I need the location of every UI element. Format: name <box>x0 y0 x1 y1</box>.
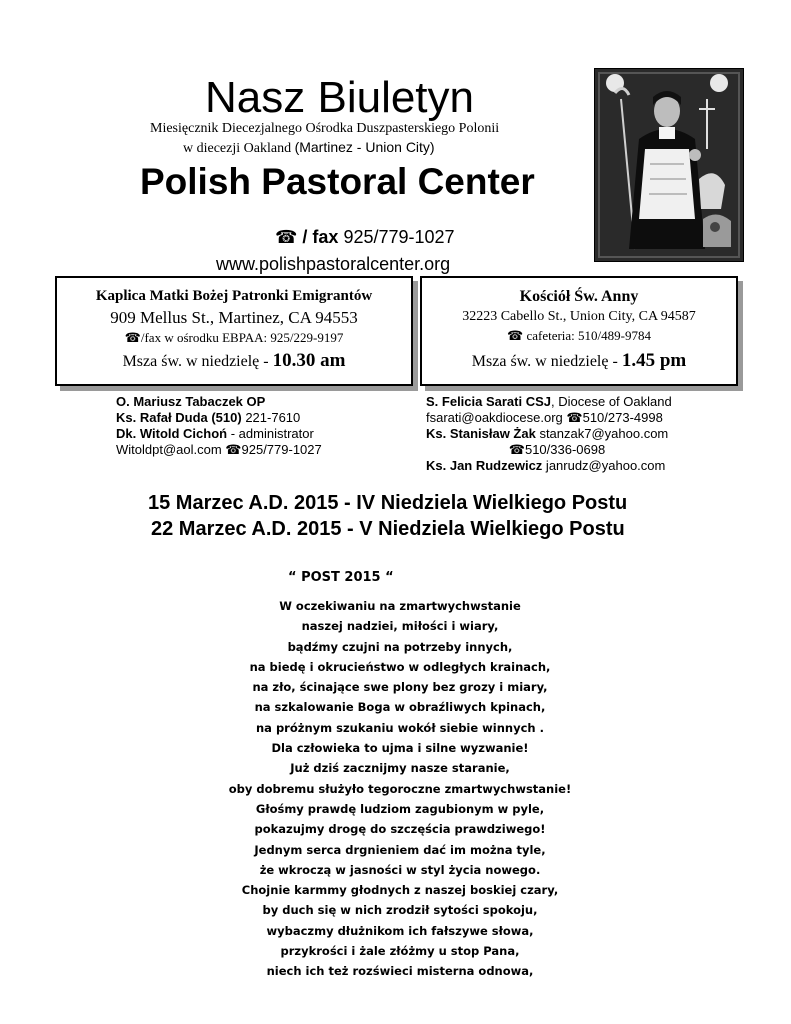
contact-item <box>426 426 688 442</box>
church-phone <box>422 328 736 344</box>
poem-line: oby dobremu służyło tegoroczne zmartwychwstanie! <box>228 781 572 796</box>
poem-line: pokazujmy drogę do szczęścia prawdziwego! <box>254 822 546 837</box>
chapel-address: 909 Mellus St., Martinez, CA 94553 <box>110 308 358 327</box>
poem-line: przykrości i żale złóżmy u stop Pana, <box>280 944 520 959</box>
phone-icon: ☎ <box>124 330 141 345</box>
poem-line: że wkroczą w jasności w styl życia nowego. <box>259 862 541 877</box>
chapel-phone-number: /fax w ośrodku EBPAA: 925/229-9197 <box>140 330 344 345</box>
chapel-name: Kaplica Matki Bożej Patronki Emigrantów <box>95 288 373 304</box>
contact-item <box>426 442 688 458</box>
contact-item <box>426 394 688 410</box>
poem-line: na szkalowanie Boga w obraźliwych kpinach, <box>254 700 546 715</box>
church-name: Kościół Św. Anny <box>519 288 639 305</box>
poem-line: niech ich też rozświeci misterna odnowa, <box>266 964 534 979</box>
portrait-illustration <box>595 69 743 261</box>
chapel-info-box <box>55 276 413 386</box>
poem-line: Chojnie karmmy głodnych z naszej boskiej czary, <box>241 883 559 898</box>
church-phone-number: cafeteria: 510/489-9784 <box>523 328 651 343</box>
poem-line: by duch się w nich zrodził sytości spokoju, <box>262 903 538 918</box>
church-mass-time <box>422 350 736 372</box>
phone-icon: ☎ <box>275 227 298 247</box>
bulletin-title: Nasz Biuletyn <box>205 73 475 122</box>
contact-phone: 510/336-0698 <box>524 442 606 457</box>
poem-body <box>100 596 700 982</box>
poem-line: na biedę i okrucieństwo w odległych krainach, <box>249 659 551 674</box>
mass-time: 10.30 am <box>272 350 346 371</box>
contact-email[interactable]: fsarati@oakdiocese.org <box>426 410 567 425</box>
poem-line: na próżnym szukaniu wokół siebie winnych . <box>256 720 544 735</box>
poem-line: Jednym serca drgnieniem dać im można tyle, <box>254 842 546 857</box>
phone-icon: ☎ <box>225 442 242 457</box>
chapel-phone <box>57 330 411 346</box>
poem-line: Dla człowieka to ujma i silne wyzwanie! <box>271 741 529 756</box>
poem-line: Już dziś zacznijmy nasze staranie, <box>290 761 510 776</box>
poem-line: bądźmy czujni na potrzeby innych, <box>287 639 513 654</box>
contact-item <box>116 426 322 442</box>
contact-item <box>116 394 322 410</box>
poem-line: W oczekiwaniu na zmartwychwstanie <box>279 599 521 613</box>
contact-email[interactable]: stanzak7@yahoo.com <box>535 426 669 441</box>
fax-line <box>275 226 455 248</box>
contact-role: - administrator <box>227 426 314 441</box>
contact-item <box>426 458 688 474</box>
date-line: 22 Marzec A.D. 2015 - V Niedziela Wielkiego Postu <box>151 518 625 540</box>
poem-line: na zło, ścinające swe plony bez grozy i miary, <box>252 680 548 695</box>
website-link[interactable]: www.polishpastoralcenter.org <box>216 254 451 274</box>
date-line: 15 Marzec A.D. 2015 - IV Niedziela Wielkiego Postu <box>148 492 628 514</box>
contact-item <box>116 442 322 458</box>
mass-time: 1.45 pm <box>621 350 687 371</box>
poem-line: Głośmy prawdę ludziom zagubionym w pyle, <box>255 801 545 816</box>
poem-title: “ POST 2015 “ <box>288 570 394 585</box>
contact-phone: 510/273-4998 <box>582 410 663 425</box>
bulletin-subtitle-diocese <box>183 139 435 157</box>
contact-name: Ks. Stanisław Żak <box>426 426 536 441</box>
diocese-text: w diecezji Oakland <box>183 141 295 156</box>
phone-icon: ☎ <box>507 328 524 343</box>
diocese-location: (Martinez - Union City) <box>294 139 435 155</box>
phone-icon: ☎ <box>566 410 583 425</box>
contacts-left <box>116 394 322 458</box>
contact-email[interactable]: Witoldpt@aol.com <box>116 442 226 457</box>
center-name: Polish Pastoral Center <box>140 161 535 202</box>
phone-icon: ☎ <box>508 442 525 457</box>
contact-name: Dk. Witold Cichoń <box>116 426 228 441</box>
contact-name: O. Mariusz Tabaczek OP <box>116 394 266 409</box>
contact-item <box>426 410 688 426</box>
contact-name: Ks. Jan Rudzewicz <box>426 458 543 473</box>
priest-portrait-image <box>594 68 744 262</box>
mass-label: Msza św. w niedzielę - <box>122 353 273 370</box>
poem-line: naszej nadziei, miłości i wiary, <box>301 619 499 634</box>
contact-role: , Diocese of Oakland <box>551 394 672 409</box>
church-info-box <box>420 276 738 386</box>
contact-name: Ks. Rafał Duda (510) <box>116 410 242 425</box>
contact-email[interactable]: janrudz@yahoo.com <box>542 458 666 473</box>
mass-label: Msza św. w niedzielę - <box>471 353 622 370</box>
chapel-mass-time <box>57 350 411 372</box>
liturgical-dates <box>148 490 627 542</box>
bulletin-subtitle: Miesięcznik Diecezjalnego Ośrodka Duszpasterskiego Polonii <box>150 121 500 136</box>
church-address: 32223 Cabello St., Union City, CA 94587 <box>462 309 696 324</box>
fax-number: 925/779-1027 <box>338 227 455 247</box>
contact-item <box>116 410 322 426</box>
poem-line: wybaczmy dłużnikom ich fałszywe słowa, <box>266 923 534 938</box>
fax-label: / fax <box>297 227 339 247</box>
contacts-right <box>426 394 688 474</box>
contact-phone: 221-7610 <box>241 410 301 425</box>
contact-phone: 925/779-1027 <box>241 442 322 457</box>
contact-name: S. Felicia Sarati CSJ <box>426 394 552 409</box>
